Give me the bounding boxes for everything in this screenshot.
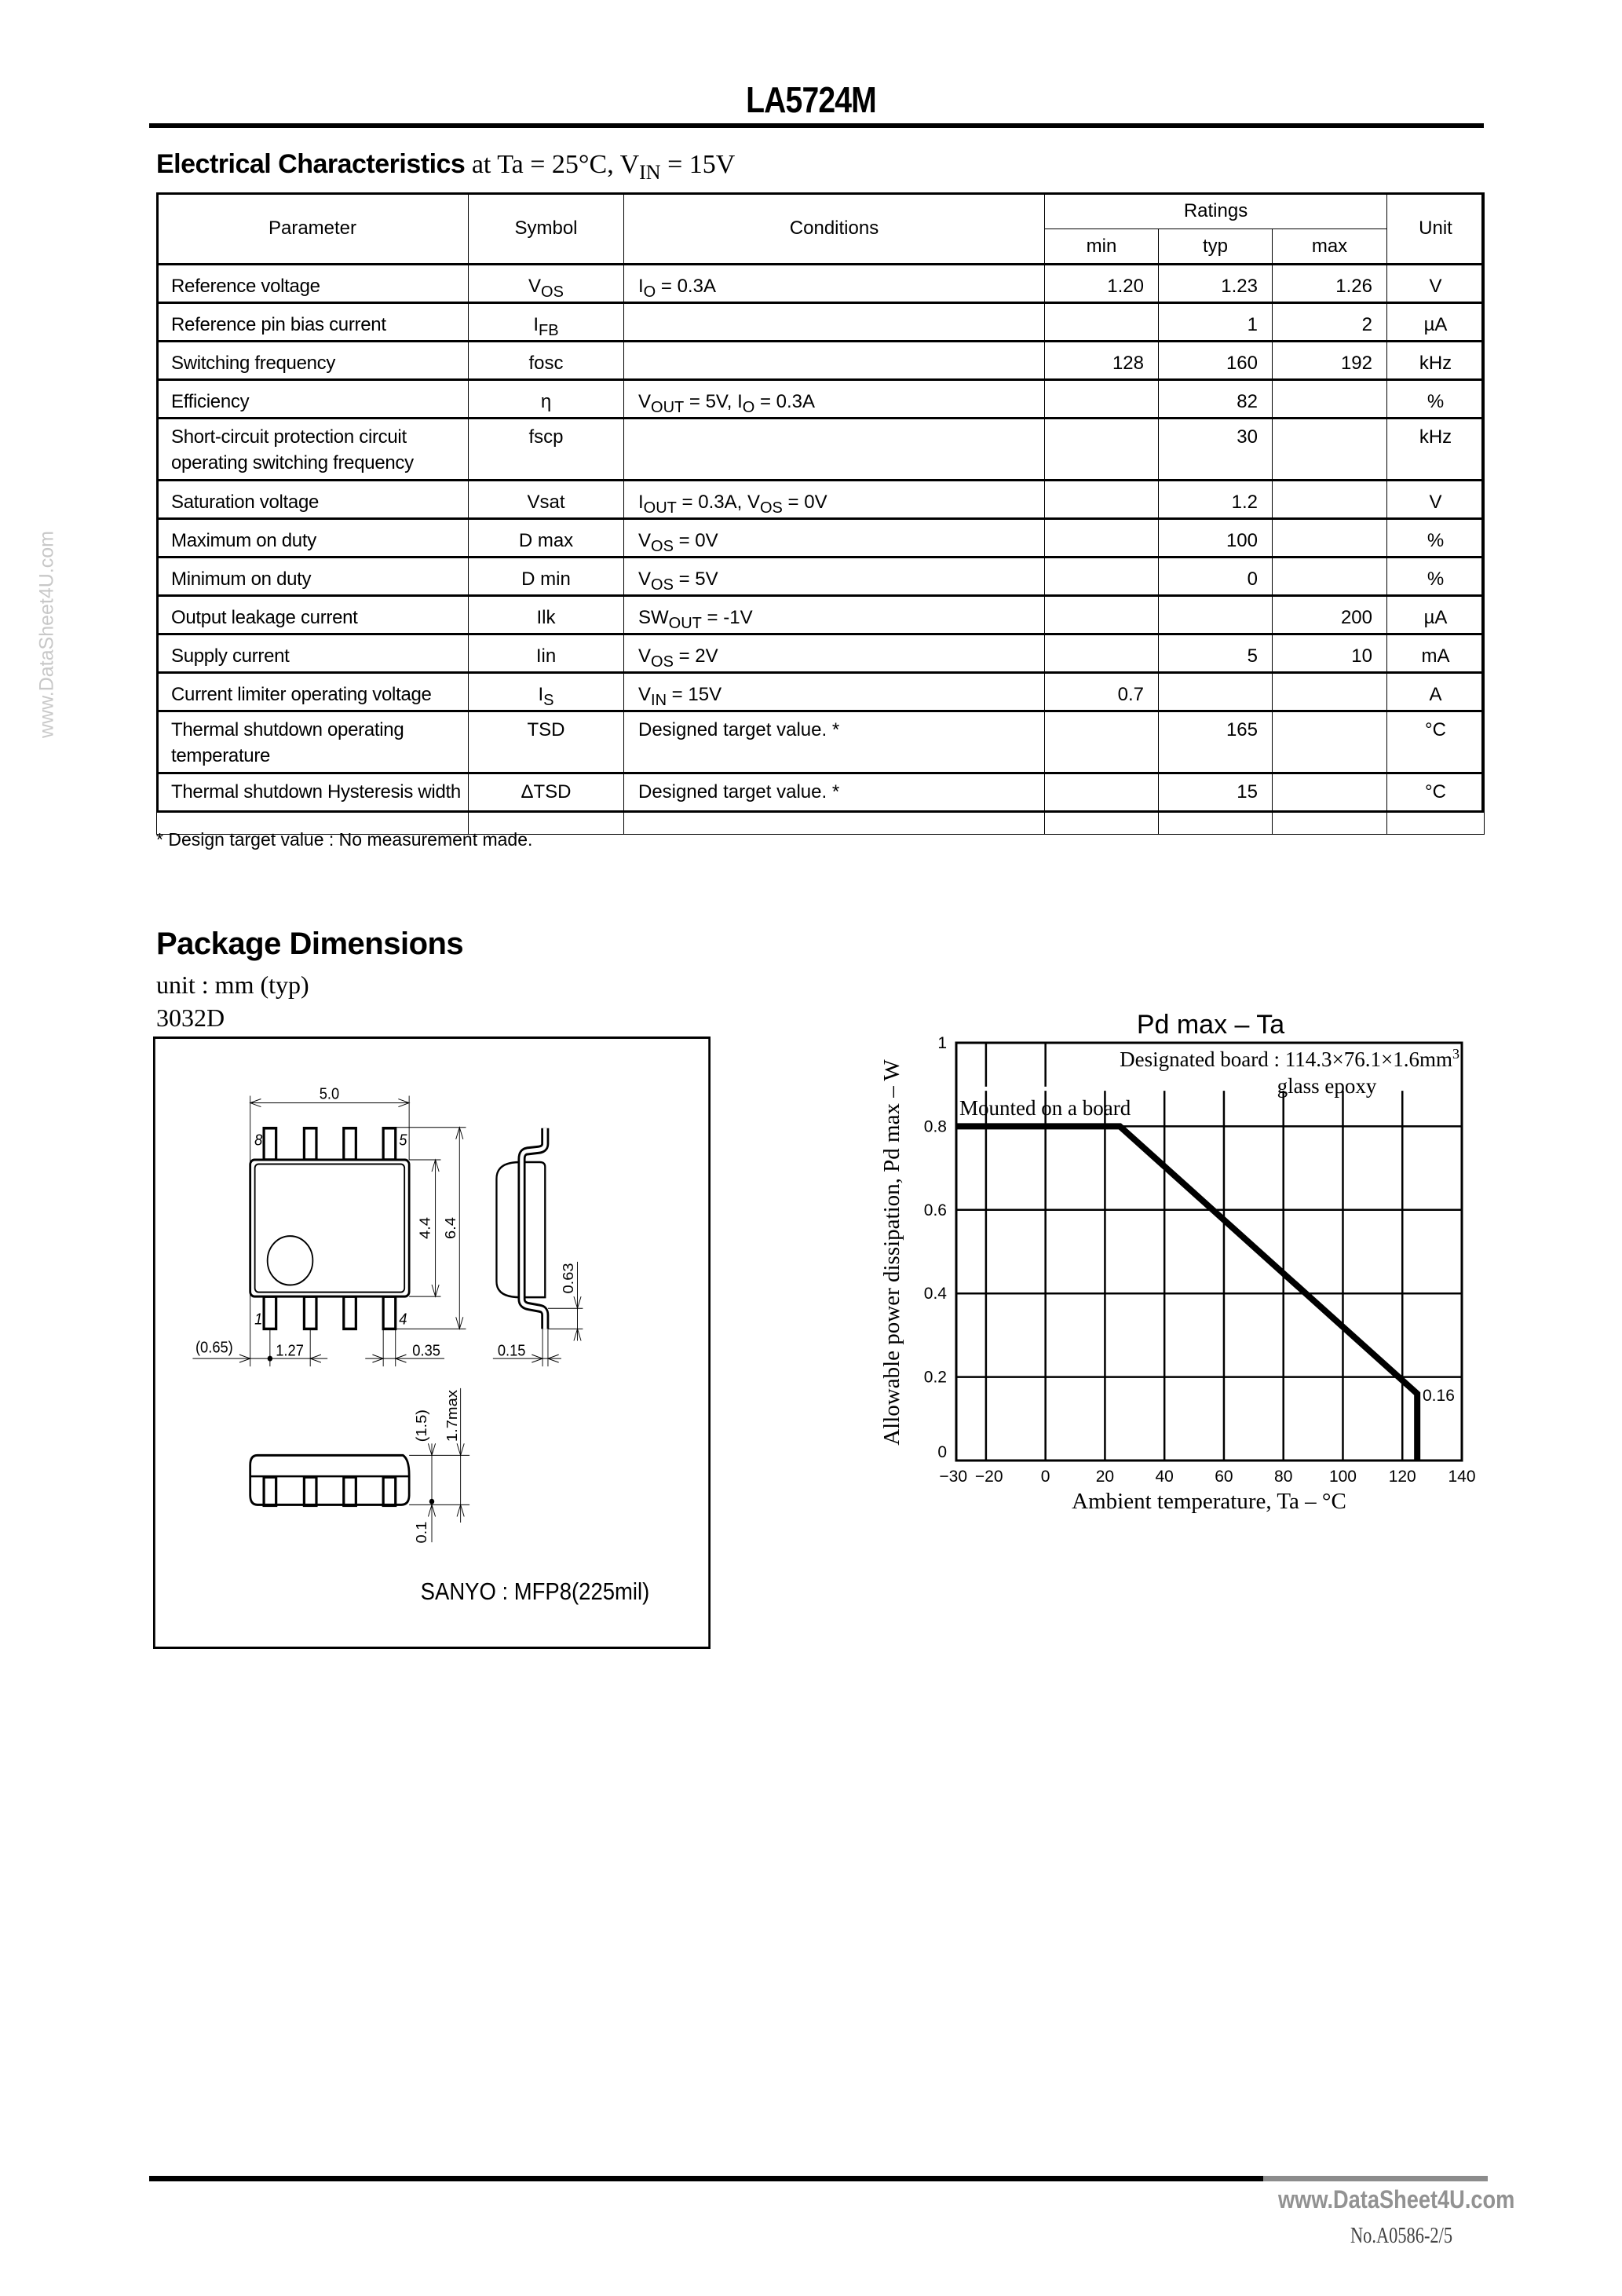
cell-unit: mA — [1387, 634, 1485, 673]
x-tick-label: 100 — [1328, 1468, 1357, 1486]
table-footnote: * Design target value : No measurement made. — [156, 829, 533, 850]
cell-min: 128 — [1045, 342, 1159, 380]
table-row — [157, 673, 1485, 711]
subscript: OUT — [643, 499, 677, 517]
x-tick-label: 20 — [1095, 1468, 1115, 1486]
col-min: min — [1045, 229, 1159, 265]
col-conditions: Conditions — [624, 193, 1045, 265]
cell-symbol — [469, 596, 624, 634]
cell-symbol — [469, 303, 624, 342]
pin-5-label: 5 — [399, 1132, 407, 1150]
table-row — [157, 558, 1485, 596]
x-axis-label: Ambient temperature, Ta – °C — [1072, 1489, 1346, 1514]
watermark-left: www.DataSheet4U.com — [35, 530, 58, 739]
cell-parameter: Minimum on duty — [157, 558, 469, 596]
cell-unit: % — [1387, 558, 1485, 596]
table-row — [157, 481, 1485, 519]
text-segment: fosc — [528, 353, 564, 374]
side-view — [496, 1128, 545, 1329]
cell-typ: 1 — [1159, 303, 1273, 342]
cell-parameter: Thermal shutdown operating temperature — [157, 711, 469, 773]
cell-parameter: Output leakage current — [157, 596, 469, 634]
table-row — [157, 265, 1485, 303]
text-segment: D max — [518, 530, 574, 551]
text-segment: V — [638, 645, 652, 667]
cell-max — [1273, 558, 1387, 596]
cell-unit: kHz — [1387, 419, 1485, 481]
board-annotation — [1120, 1046, 1459, 1071]
cell-typ: 1.23 — [1159, 265, 1273, 303]
package-unit: unit : mm (typ) — [156, 971, 309, 999]
dim-lead-width: 0.35 — [412, 1342, 440, 1360]
y-tick-label: 1 — [937, 1034, 947, 1052]
text-segment: TSD — [527, 719, 565, 740]
dim-pitch: 1.27 — [276, 1342, 304, 1360]
cell-symbol — [469, 773, 624, 835]
cell-symbol — [469, 342, 624, 380]
cell-conditions — [624, 634, 1045, 673]
board-superscript: 3 — [1452, 1046, 1459, 1062]
cell-unit: % — [1387, 519, 1485, 558]
cell-min — [1045, 380, 1159, 419]
cell-min — [1045, 419, 1159, 481]
package-drawing — [153, 1036, 711, 1649]
cell-symbol — [469, 265, 624, 303]
y-tick-label: 0 — [937, 1443, 947, 1461]
cell-typ: 0 — [1159, 558, 1273, 596]
text-segment: = -1V — [701, 607, 753, 628]
dim-lead-height: 0.63 — [561, 1263, 577, 1294]
x-tick-label: 140 — [1448, 1468, 1476, 1486]
subscript: S — [543, 692, 554, 709]
cell-max: 2 — [1273, 303, 1387, 342]
cell-typ: 82 — [1159, 380, 1273, 419]
pin-4-label: 4 — [399, 1311, 407, 1329]
heading-conditions — [465, 150, 736, 184]
cell-typ: 5 — [1159, 634, 1273, 673]
subscript: OUT — [651, 399, 685, 416]
cell-unit: °C — [1387, 773, 1485, 835]
cell-unit: kHz — [1387, 342, 1485, 380]
text-segment: V — [638, 391, 652, 412]
text-segment: Ilk — [536, 607, 556, 628]
col-parameter: Parameter — [157, 193, 469, 265]
subscript: OS — [759, 499, 783, 517]
text-segment: = 0.3A, V — [676, 492, 760, 513]
cell-max — [1273, 380, 1387, 419]
text-segment: I — [638, 492, 644, 513]
cell-unit: V — [1387, 265, 1485, 303]
footer-watermark: www.DataSheet4U.com — [1278, 2185, 1515, 2214]
text-segment: D min — [521, 569, 571, 590]
table-row — [157, 303, 1485, 342]
cell-min — [1045, 634, 1159, 673]
col-ratings: Ratings — [1045, 193, 1387, 229]
text-segment: SW — [638, 607, 669, 628]
cell-parameter: Supply current — [157, 634, 469, 673]
x-tick-label: 0 — [1040, 1468, 1050, 1486]
col-max: max — [1273, 229, 1387, 265]
y-tick-label: 0.2 — [923, 1368, 947, 1387]
cell-conditions — [624, 711, 1045, 773]
dim-body-height: (1.5) — [414, 1409, 430, 1442]
cell-typ: 165 — [1159, 711, 1273, 773]
table-row — [157, 380, 1485, 419]
heading-cond-pre: at Ta = 25°C, V — [465, 150, 640, 179]
cell-symbol — [469, 380, 624, 419]
cell-min — [1045, 596, 1159, 634]
page-number: No.A0586-2/5 — [1350, 2224, 1453, 2248]
cell-min — [1045, 519, 1159, 558]
cell-max — [1273, 519, 1387, 558]
dim-offset: (0.65) — [195, 1339, 233, 1357]
text-segment: = 0.3A — [754, 391, 816, 412]
cell-symbol — [469, 558, 624, 596]
cell-conditions — [624, 673, 1045, 711]
text-segment: = 0V — [782, 492, 827, 513]
text-segment: Vsat — [527, 492, 565, 513]
y-tick-label: 0.8 — [923, 1117, 947, 1136]
subscript: OS — [651, 653, 674, 671]
table-row — [157, 711, 1485, 773]
cell-max — [1273, 481, 1387, 519]
cell-max — [1273, 673, 1387, 711]
cell-parameter: Current limiter operating voltage — [157, 673, 469, 711]
table-row — [157, 773, 1485, 835]
cell-typ — [1159, 596, 1273, 634]
cell-unit: µA — [1387, 303, 1485, 342]
text-segment: = 0V — [673, 530, 718, 551]
cell-conditions — [624, 380, 1045, 419]
cell-max — [1273, 773, 1387, 835]
text-segment: η — [540, 391, 552, 412]
cell-parameter: Maximum on duty — [157, 519, 469, 558]
table-row — [157, 419, 1485, 481]
cell-symbol — [469, 481, 624, 519]
dim-standoff: 0.1 — [414, 1521, 430, 1544]
cell-max: 10 — [1273, 634, 1387, 673]
text-segment: = 2V — [673, 645, 718, 667]
y-tick-label: 0.4 — [923, 1285, 947, 1303]
package-dimensions-heading: Package Dimensions — [156, 927, 464, 961]
footer-rule-gray — [1263, 2176, 1488, 2181]
heading-bold: Electrical Characteristics — [156, 149, 466, 179]
table-row — [157, 634, 1485, 673]
text-segment: V — [638, 530, 652, 551]
cell-parameter: Reference voltage — [157, 265, 469, 303]
table-row — [157, 342, 1485, 380]
heading-cond-post: = 15V — [660, 150, 736, 179]
cell-max — [1273, 711, 1387, 773]
cell-conditions — [624, 265, 1045, 303]
x-tick-label: 60 — [1215, 1468, 1233, 1486]
cell-unit: °C — [1387, 711, 1485, 773]
text-segment: = 5V — [673, 569, 718, 590]
cell-conditions — [624, 481, 1045, 519]
table-row — [157, 519, 1485, 558]
subscript: OS — [651, 576, 674, 594]
y-axis-label: Allowable power dissipation, Pd max – W — [879, 1059, 904, 1446]
x-tick-label: −20 — [974, 1468, 1003, 1486]
dim-width: 5.0 — [319, 1085, 340, 1103]
cell-parameter: Thermal shutdown Hysteresis width — [157, 773, 469, 835]
document-title: LA5724M — [746, 79, 876, 120]
cell-max — [1273, 419, 1387, 481]
text-segment: Designed target value. * — [638, 781, 840, 803]
text-segment: = 5V, I — [684, 391, 743, 412]
cell-symbol — [469, 419, 624, 481]
text-segment: Designed target value. * — [638, 719, 840, 740]
cell-conditions — [624, 419, 1045, 481]
series-line-mounted-on-board — [956, 1126, 1417, 1461]
series-label: Mounted on a board — [959, 1096, 1131, 1120]
cell-parameter: Short-circuit protection circuit operating switching frequency — [157, 419, 469, 481]
electrical-characteristics-heading — [156, 149, 735, 185]
subscript: OUT — [668, 615, 702, 632]
package-code: 3032D — [156, 1004, 225, 1032]
text-segment: V — [638, 684, 652, 705]
cell-conditions — [624, 342, 1045, 380]
cell-symbol — [469, 711, 624, 773]
col-unit: Unit — [1387, 193, 1485, 265]
cell-min: 0.7 — [1045, 673, 1159, 711]
cell-typ: 15 — [1159, 773, 1273, 835]
x-tick-label: −30 — [939, 1468, 967, 1486]
text-segment: fscp — [528, 426, 564, 448]
chart-title: Pd max – Ta — [1136, 1010, 1285, 1040]
text-segment: = 0.3A — [656, 276, 716, 297]
text-segment: V — [528, 276, 542, 297]
cell-parameter: Switching frequency — [157, 342, 469, 380]
x-tick-label: 120 — [1388, 1468, 1416, 1486]
col-typ: typ — [1159, 229, 1273, 265]
cell-conditions — [624, 596, 1045, 634]
dim-lead-thickness: 0.15 — [497, 1342, 526, 1360]
subscript: IN — [651, 692, 667, 709]
cell-min — [1045, 558, 1159, 596]
heading-cond-sub: IN — [639, 161, 661, 184]
text-segment: I — [538, 684, 544, 705]
cell-conditions — [624, 558, 1045, 596]
col-symbol: Symbol — [469, 193, 624, 265]
cell-parameter: Efficiency — [157, 380, 469, 419]
material-annotation: glass epoxy — [1277, 1074, 1377, 1098]
electrical-characteristics-table — [156, 192, 1485, 835]
dim-body: 4.4 — [418, 1217, 434, 1240]
cell-typ: 100 — [1159, 519, 1273, 558]
cell-min — [1045, 711, 1159, 773]
cell-typ — [1159, 673, 1273, 711]
cell-min — [1045, 303, 1159, 342]
plot-area — [956, 1043, 1462, 1461]
subscript: OS — [651, 538, 674, 555]
x-tick-label: 40 — [1155, 1468, 1174, 1486]
cell-min: 1.20 — [1045, 265, 1159, 303]
cell-symbol — [469, 634, 624, 673]
cell-symbol — [469, 673, 624, 711]
cell-conditions — [624, 519, 1045, 558]
cell-max: 200 — [1273, 596, 1387, 634]
dim-total: 6.4 — [443, 1217, 459, 1240]
cell-max: 192 — [1273, 342, 1387, 380]
cell-unit: µA — [1387, 596, 1485, 634]
table-row — [157, 596, 1485, 634]
text-segment: ΔTSD — [521, 781, 572, 803]
pin-1-label: 1 — [254, 1311, 263, 1329]
cell-unit: A — [1387, 673, 1485, 711]
package-name: SANYO : MFP8(225mil) — [420, 1578, 650, 1606]
subscript: FB — [539, 322, 559, 339]
text-segment: I — [638, 276, 644, 297]
subscript: O — [643, 283, 656, 301]
board-text: Designated board : 114.3×76.1×1.6mm — [1120, 1047, 1452, 1071]
footer-rule — [149, 2176, 1263, 2181]
cell-typ: 160 — [1159, 342, 1273, 380]
cell-unit: V — [1387, 481, 1485, 519]
text-segment: Iin — [535, 645, 557, 667]
text-segment: V — [638, 569, 652, 590]
subscript: OS — [541, 283, 564, 301]
top-view-body — [250, 1160, 409, 1296]
cell-unit: % — [1387, 380, 1485, 419]
dim-max-height: 1.7max — [444, 1390, 461, 1442]
cell-parameter: Reference pin bias current — [157, 303, 469, 342]
cell-max: 1.26 — [1273, 265, 1387, 303]
title-divider — [149, 123, 1484, 128]
cell-conditions — [624, 773, 1045, 835]
cell-typ: 30 — [1159, 419, 1273, 481]
cell-typ: 1.2 — [1159, 481, 1273, 519]
cell-parameter: Saturation voltage — [157, 481, 469, 519]
x-tick-label: 80 — [1274, 1468, 1293, 1486]
text-segment: = 15V — [667, 684, 722, 705]
bottom-view — [250, 1455, 409, 1505]
cell-min — [1045, 773, 1159, 835]
cell-conditions — [624, 303, 1045, 342]
text-segment: I — [533, 314, 539, 335]
pin-8-label: 8 — [254, 1132, 263, 1150]
end-value-label: 0.16 — [1423, 1387, 1455, 1405]
cell-symbol — [469, 519, 624, 558]
subscript: O — [742, 399, 755, 416]
y-tick-label: 0.6 — [923, 1201, 947, 1219]
cell-min — [1045, 481, 1159, 519]
